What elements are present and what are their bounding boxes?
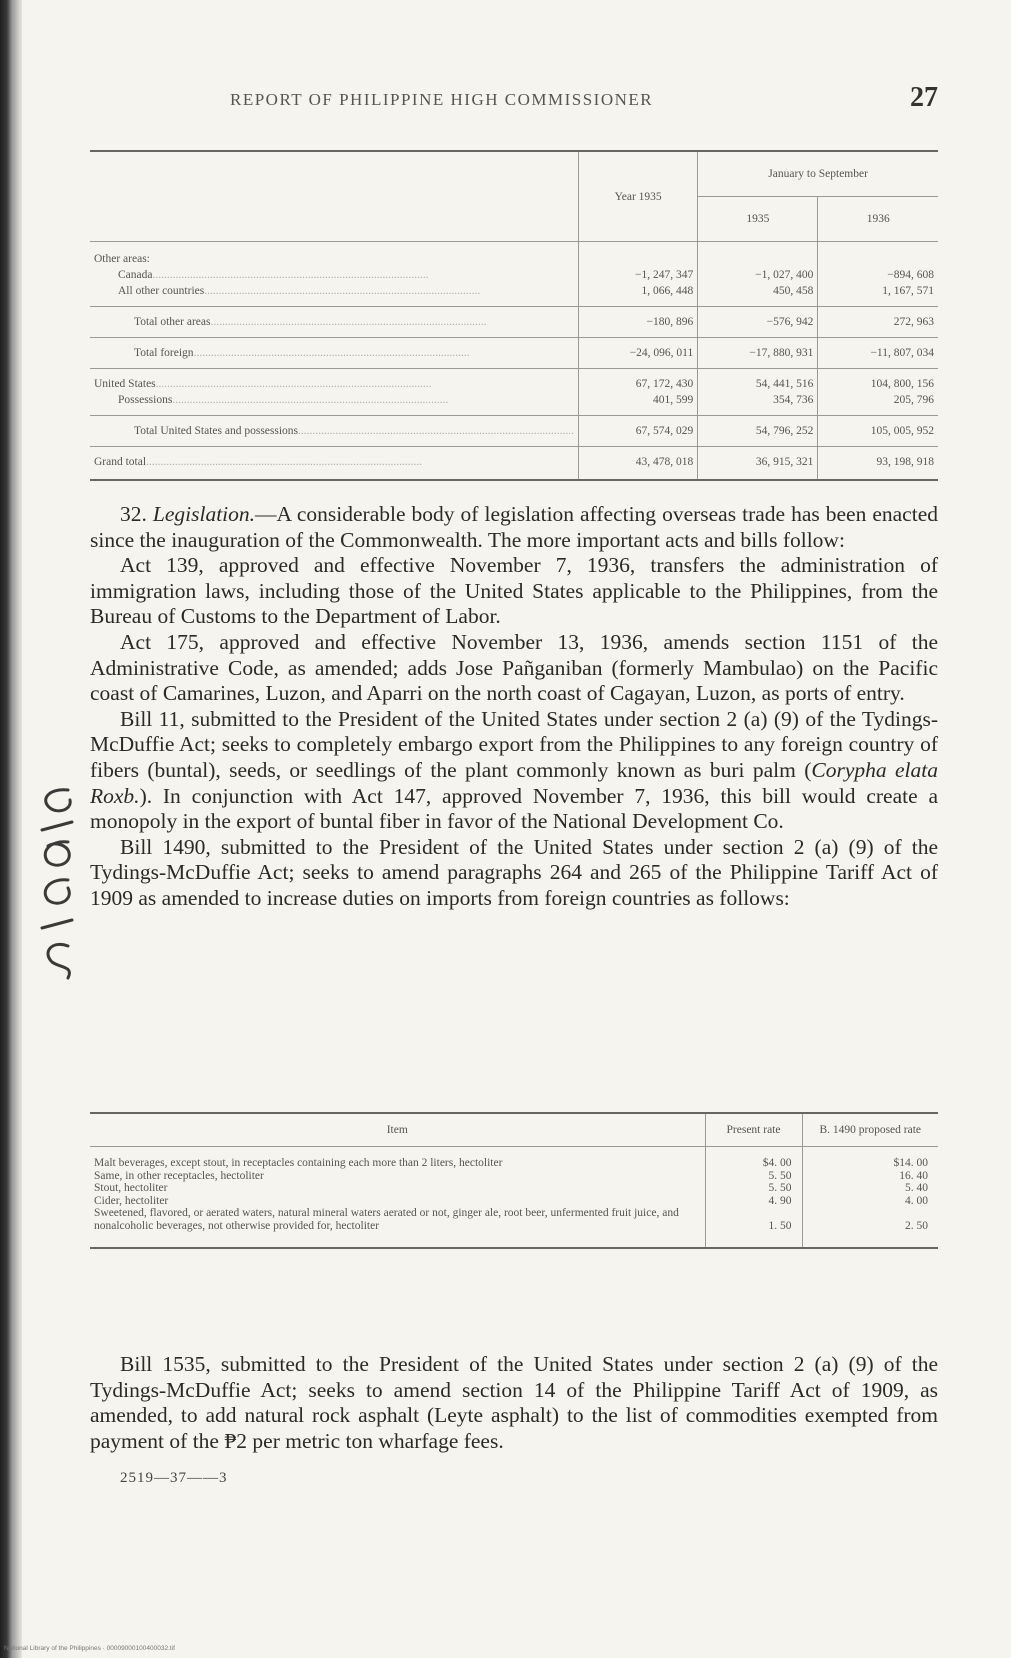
stub-header <box>90 152 579 197</box>
table-row: Stout, hectoliter 5. 50 5. 40 <box>90 1182 938 1195</box>
table-row: Total United States and possessions................................................................................................ 67, 574, 029 54, 796, 252 105, 005, 952 <box>90 416 938 447</box>
paragraph: Bill 11, submitted to the President of the United States under section 2 (a) (9) of the Tydings-McDuffie Act; seeks to completely embargo export from the Philippines to any foreign country of fibers (buntal), seeds, or seedlings of the plant commonly known as buri palm (Corypha elata Roxb.). In conjunction with Act 147, approved November 7, 1936, this bill would create a monopoly in the export of buntal fiber in favor of the National Development Co. <box>90 706 938 834</box>
table-row: Possessions................................................................................................ 401, 599 354, 736 205, 796 <box>90 392 938 416</box>
bill-1535-section <box>90 1352 938 1454</box>
col-present-rate: Present rate <box>705 1114 802 1147</box>
paragraph: Act 175, approved and effective November 13, 1936, amends section 1151 of the Administrative Code, as amended; adds Jose Pañganiban (formerly Mambulao) on the Pacific coast of Camarines, Luzon, and Aparri on the north coast of Cagayan, Luzon, as ports of entry. <box>90 629 938 706</box>
trade-balance-table <box>90 150 938 481</box>
table-row: Malt beverages, except stout, in receptacles containing each more than 2 liters, hectoliter $4. 00 $14. 00 <box>90 1147 938 1170</box>
paragraph: 32. Legislation.—A considerable body of legislation affecting overseas trade has been enacted since the inauguration of the Commonwealth. The more important acts and bills follow: <box>90 502 938 552</box>
paragraph: Bill 1535, submitted to the President of the United States under section 2 (a) (9) of the Tydings-McDuffie Act; seeks to amend section 14 of the Philippine Tariff Act of 1909, as amended, to add natural rock asphalt (Leyte asphalt) to the list of commodities exempted from payment of the ₱2 per metric ton wharfage fees. <box>90 1352 938 1453</box>
book-spine <box>0 0 22 1658</box>
col-year-1935: Year 1935 <box>579 152 698 242</box>
table-row: All other countries................................................................................................ 1, 066, 448 450, 458 1, 167, 571 <box>90 283 938 307</box>
running-head: REPORT OF PHILIPPINE HIGH COMMISSIONER <box>230 90 654 109</box>
table-row: Sweetened, flavored, or aerated waters, natural mineral waters aerated or not, ginger ale, root beer, unfermented fruit juice, and nonalcoholic beverages, not otherwise provided for, hectoliter 1. 50 2. 50 <box>90 1207 938 1246</box>
page-header <box>90 82 938 118</box>
handwritten-margin-note <box>28 770 84 990</box>
col-proposed-rate: B. 1490 proposed rate <box>802 1114 938 1147</box>
paragraph: Act 139, approved and effective November 7, 1936, transfers the administration of immigration laws, including those of the United States applicable to the Philippines, from the Bureau of Customs to the Department of Labor. <box>90 553 938 629</box>
table-row: Cider, hectoliter 4. 90 4. 00 <box>90 1195 938 1208</box>
page-number: 27 <box>910 82 938 113</box>
legislation-section <box>90 502 938 912</box>
col-1935: 1935 <box>698 197 818 242</box>
scan-caption: National Library of the Philippines · 00009000100400032.tif <box>4 1645 175 1652</box>
printer-signature: 2519—37——3 <box>120 1470 228 1486</box>
table-row: Canada................................................................................................ −1, 247, 347 −1, 027, 400 −894, 608 <box>90 267 938 283</box>
col-jan-sep: January to September <box>698 152 938 197</box>
table-row: Total other areas................................................................................................ −180, 896 −576, 942 272, 963 <box>90 307 938 338</box>
table-row: Grand total................................................................................................ 43, 478, 018 36, 915, 321 93, 198, 918 <box>90 447 938 480</box>
table-row: Same, in other receptacles, hectoliter 5. 50 16. 40 <box>90 1170 938 1183</box>
tariff-rate-table <box>90 1112 938 1249</box>
col-item: Item <box>90 1114 705 1147</box>
table-row: Other areas: <box>90 242 938 268</box>
paragraph: Bill 1490, submitted to the President of the United States under section 2 (a) (9) of the Tydings-McDuffie Act; seeks to amend paragraphs 264 and 265 of the Philippine Tariff Act of 1909 as amended to increase duties on imports from foreign countries as follows: <box>90 834 938 910</box>
col-1936: 1936 <box>818 197 938 242</box>
table-row: United States................................................................................................ 67, 172, 430 54, 441, 516 104, 800, 156 <box>90 369 938 393</box>
table-row: Total foreign................................................................................................ −24, 096, 011 −17, 880, 931 −11, 807, 034 <box>90 338 938 369</box>
